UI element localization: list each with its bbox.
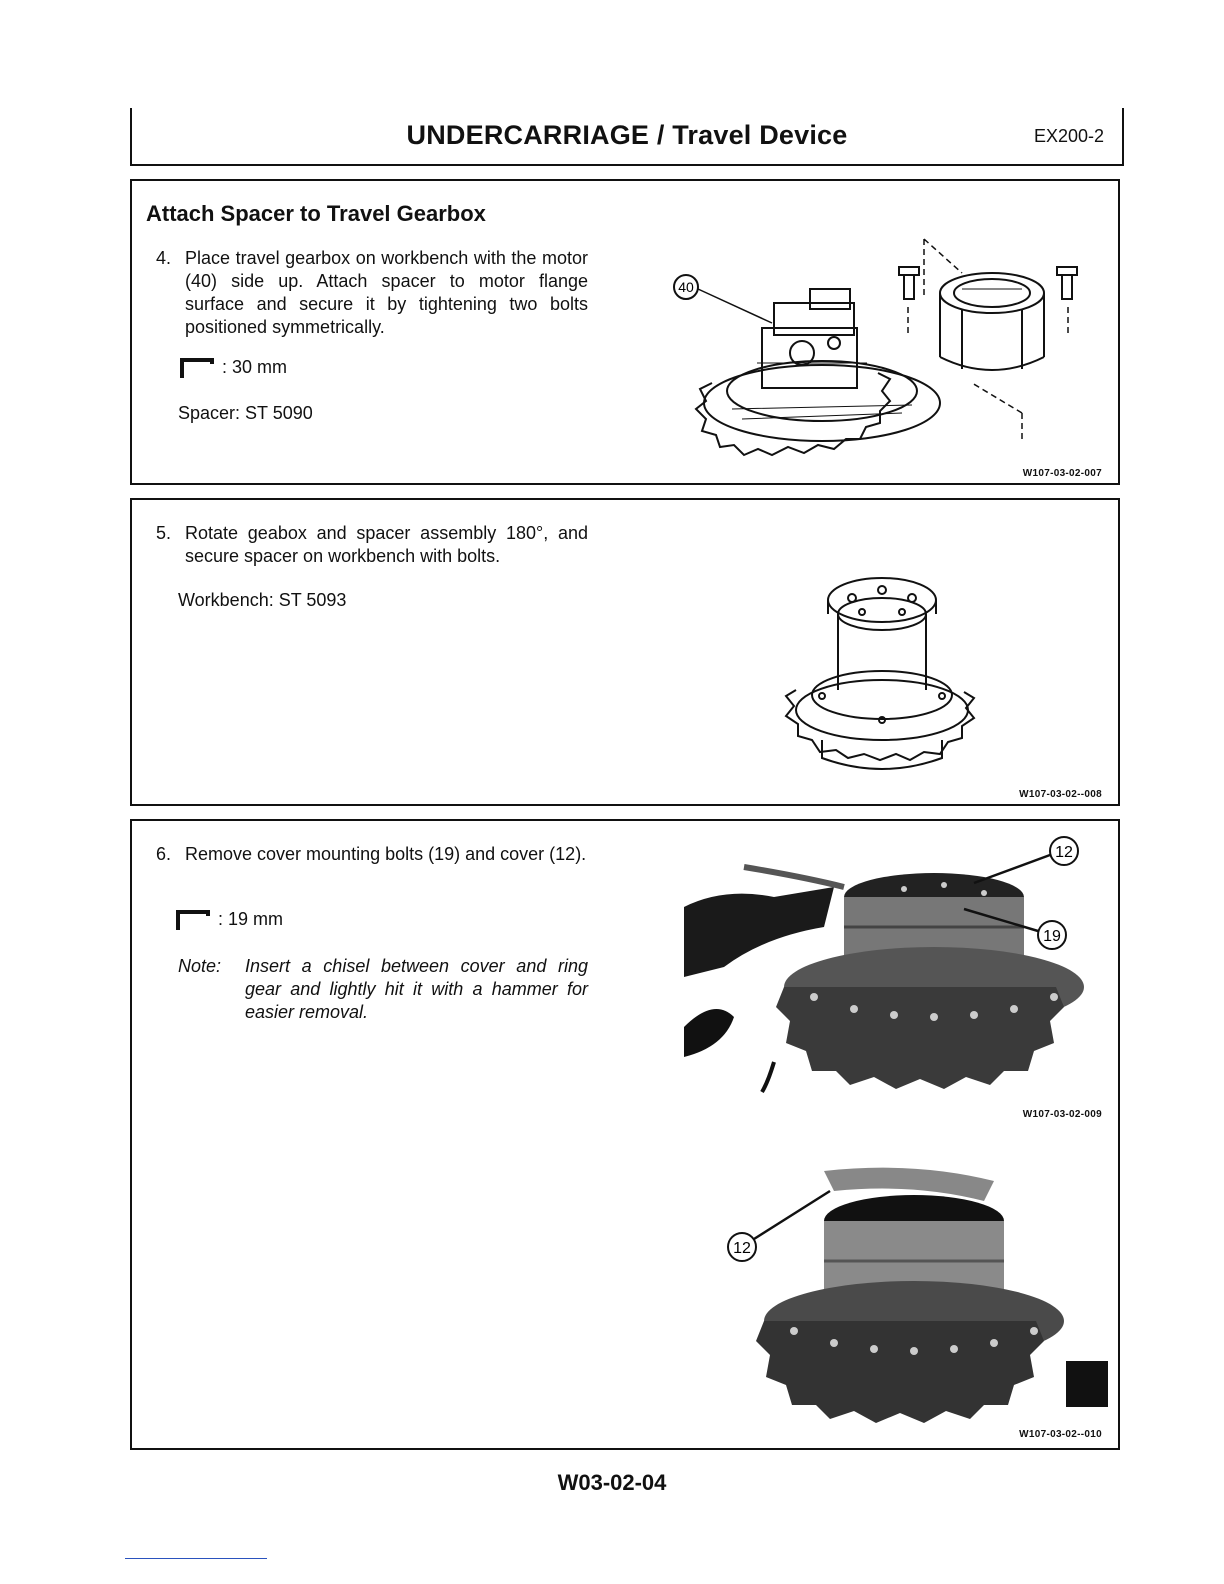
gearbox-rotated-diagram xyxy=(782,570,982,775)
tool-spec: Workbench: ST 5093 xyxy=(178,590,347,610)
wrench-size xyxy=(178,357,287,378)
figure-code: W107-03-02-009 xyxy=(1022,1109,1102,1120)
wrench-icon xyxy=(178,358,214,378)
step-number: 6. xyxy=(156,844,172,864)
footer-divider xyxy=(125,1558,267,1559)
page-header xyxy=(130,108,1124,166)
callout-12: 12 xyxy=(733,1240,751,1257)
step-6-panel xyxy=(130,819,1120,1450)
step-instruction: Remove cover mounting bolts (19) and cover (12). xyxy=(185,844,587,864)
figure-code: W107-03-02-007 xyxy=(1022,468,1102,479)
wrench-size xyxy=(174,909,283,930)
figure-code: W107-03-02--008 xyxy=(1019,789,1102,800)
cover-removal-photo xyxy=(684,827,1104,1107)
step-5-panel xyxy=(130,498,1120,806)
step-note xyxy=(178,955,588,1024)
step-6-text xyxy=(156,843,588,866)
step-instruction: Place travel gearbox on workbench with the motor (40) side up. Attach spacer to motor flange surface and secure it by tightening two bolts positioned symmetrically. xyxy=(185,248,588,337)
callout-19: 19 xyxy=(1043,928,1061,945)
step-instruction: Rotate geabox and spacer assembly 180°, and secure spacer on workbench with bolts. xyxy=(185,523,588,566)
figure-code: W107-03-02--010 xyxy=(1019,1429,1102,1440)
callout-40: 40 xyxy=(678,279,694,295)
page-title: UNDERCARRIAGE / Travel Device xyxy=(406,120,848,150)
note-label: Note: xyxy=(178,956,222,976)
wrench-icon xyxy=(174,910,210,930)
step-4-text xyxy=(156,247,588,339)
tool-spec: Spacer: ST 5090 xyxy=(178,403,313,423)
wrench-size-value: : 19 mm xyxy=(218,909,284,929)
cover-lifted-photo xyxy=(714,1161,1110,1427)
section-title: Attach Spacer to Travel Gearbox xyxy=(146,201,486,226)
model-code: EX200-2 xyxy=(1033,126,1104,146)
callout-12: 12 xyxy=(1055,844,1073,861)
step-4-panel xyxy=(130,179,1120,485)
step-number: 5. xyxy=(156,523,172,543)
gearbox-spacer-diagram xyxy=(662,233,1082,473)
wrench-size-value: : 30 mm xyxy=(222,357,288,377)
step-number: 4. xyxy=(156,248,172,268)
page-number: W03-02-04 xyxy=(557,1470,667,1495)
step-5-text xyxy=(156,522,588,568)
note-text: Insert a chisel between cover and ring gear and lightly hit it with a hammer for easier removal. xyxy=(245,956,588,1022)
